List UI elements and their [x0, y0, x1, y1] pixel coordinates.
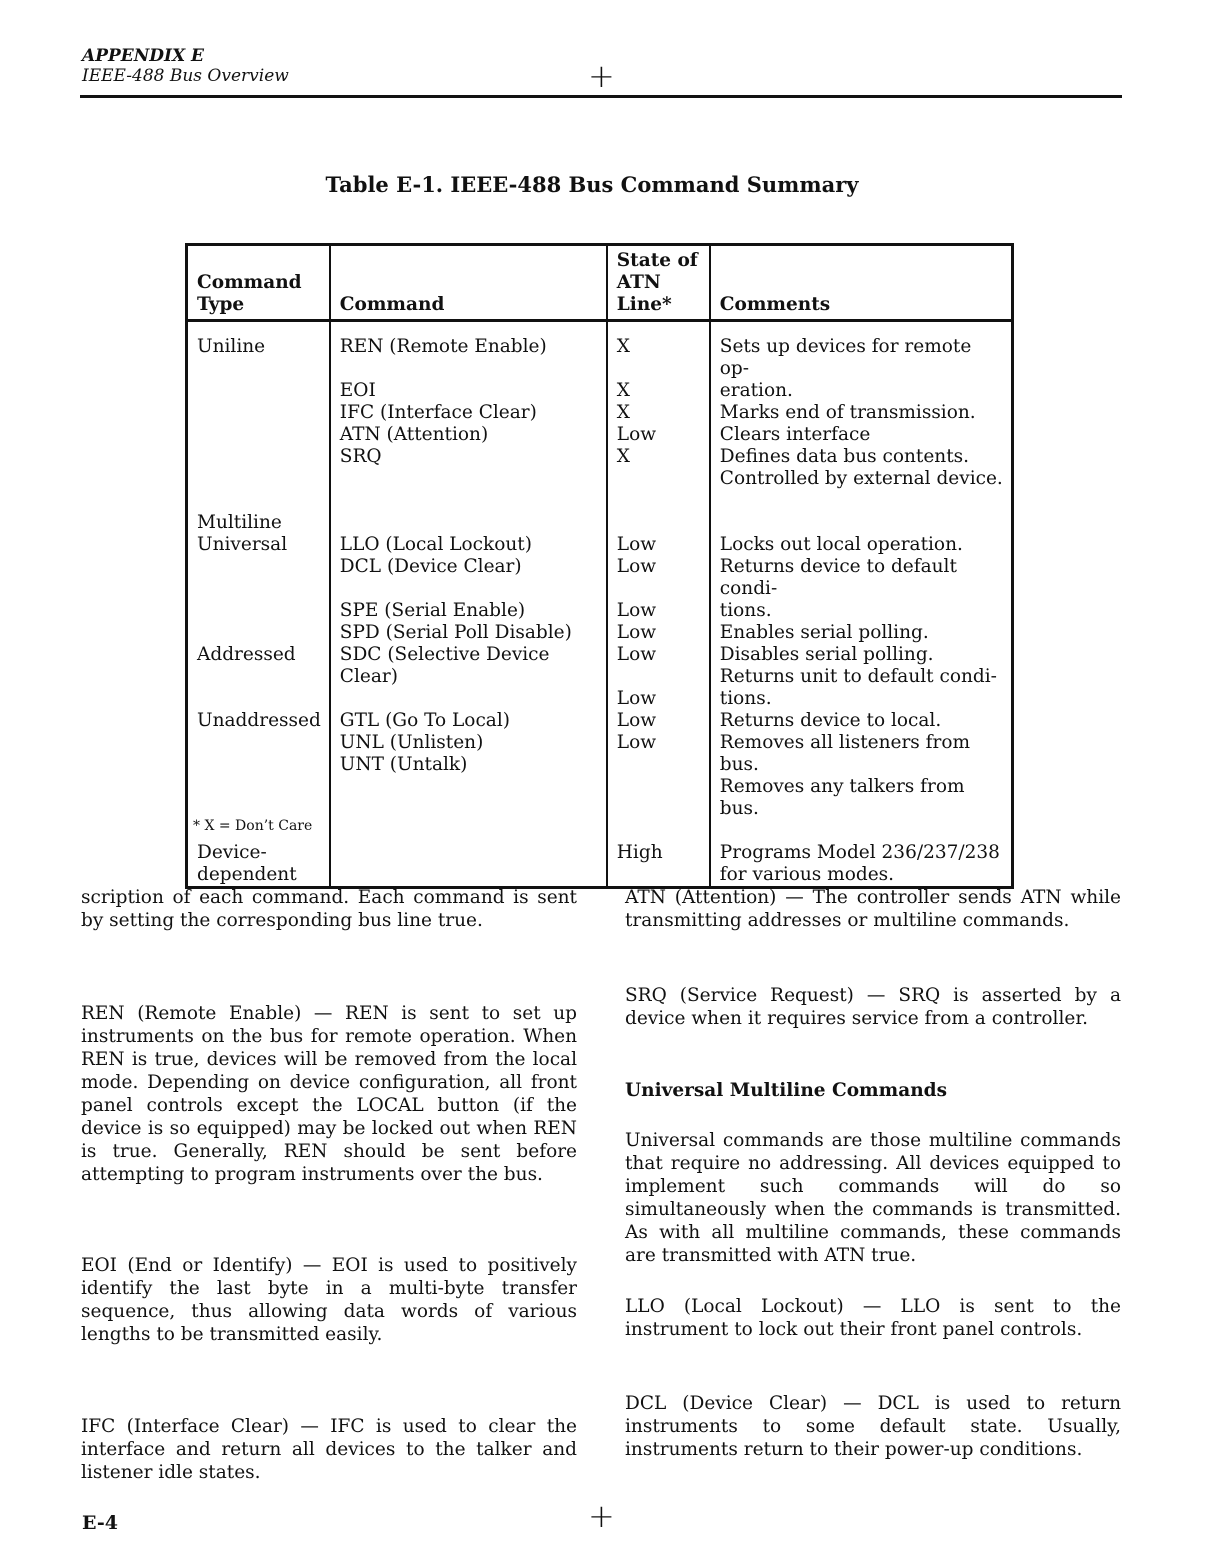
header-rule	[80, 95, 1122, 98]
command-summary-table	[185, 243, 1014, 889]
universal-paragraph: Universal commands are those multiline commands that require no addressing. All devices equipped to implement such commands will do so simultaneously when the commands is transmitted. As with all multiline commands, these commands are transmitted with ATN true.	[625, 1130, 1121, 1266]
table-footnote: * X = Don’t Care	[193, 818, 313, 834]
table-title: Table E-1. IEEE-488 Bus Command Summary	[325, 172, 859, 197]
cell-commands	[330, 820, 607, 888]
ren-paragraph: REN (Remote Enable) — REN is sent to set up instruments on the bus for remote operation. When REN is true, devices will be removed from the local mode. Depending on device configuration, all front panel controls except the LOCAL button (if the device is so equipped) may be locked out when REN is true. Generally, REN should be sent before attempting to program instruments over the bus.	[81, 1003, 577, 1185]
cell-type: Uniline	[197, 336, 266, 357]
table-row	[187, 321, 1013, 491]
header-command: Command	[330, 245, 607, 321]
cell-comments: Programs Model 236/237/238 for various modes.	[710, 820, 1013, 888]
cell-commands: REN (Remote Enable) EOI IFC (Interface Clear) ATN (Attention) SRQ	[330, 321, 607, 491]
ifc-paragraph: IFC (Interface Clear) — IFC is used to clear the interface and return all devices to the talker and listener idle states.	[81, 1416, 577, 1483]
eoi-paragraph: EOI (End or Identify) — EOI is used to positively identify the last byte in a multi-byte transfer sequence, thus allowing data words of various lengths to be transmitted easily.	[81, 1255, 577, 1345]
table-header-row	[187, 245, 1013, 321]
header-comments: Comments	[710, 245, 1013, 321]
table-row	[187, 490, 1013, 820]
atn-paragraph: ATN (Attention) — The controller sends ATN while transmitting addresses or multiline commands.	[625, 887, 1121, 931]
section-heading: Universal Multiline Commands	[625, 1080, 947, 1101]
cell-type: Device- dependent	[197, 842, 297, 885]
header-command-type: Command Type	[187, 245, 330, 321]
intro-paragraph: scription of each command. Each command is sent by setting the corresponding bus line true.	[81, 887, 577, 931]
registration-mark-icon: +	[588, 1497, 615, 1535]
cell-commands: LLO (Local Lockout) DCL (Device Clear) SPE (Serial Enable) SPD (Serial Poll Disable) SDC (Selective Device Clear) GTL (Go To Local) UNL (Unlisten) UNT (Untalk)	[330, 490, 607, 820]
cell-atn: Low Low Low Low Low Low Low Low	[607, 490, 710, 820]
page-number: E-4	[82, 1512, 118, 1534]
srq-paragraph: SRQ (Service Request) — SRQ is asserted by a device when it requires service from a controller.	[625, 985, 1121, 1029]
cell-atn: X X X Low X	[607, 321, 710, 491]
cell-comments: Locks out local operation. Returns device to default condi- tions. Enables serial polling. Disables serial polling. Returns unit to default condi- tions. Returns device to local. Removes all listeners from bus. Removes any talkers from bus.	[710, 490, 1013, 820]
registration-mark-icon: +	[588, 57, 615, 95]
dcl-paragraph: DCL (Device Clear) — DCL is used to return instruments to some default state. Usually, instruments return to their power-up conditions.	[625, 1393, 1121, 1460]
appendix-label: APPENDIX E	[82, 46, 205, 66]
cell-atn: High	[607, 820, 710, 888]
appendix-subtitle: IEEE-488 Bus Overview	[82, 66, 289, 86]
header-atn-state: State of ATN Line*	[607, 245, 710, 321]
cell-type: Multiline Universal Addressed Unaddressed	[197, 512, 321, 731]
cell-comments: Sets up devices for remote op- eration. Marks end of transmission. Clears interface Defines data bus contents. Controlled by external device.	[710, 321, 1013, 491]
llo-paragraph: LLO (Local Lockout) — LLO is sent to the instrument to lock out their front panel controls.	[625, 1296, 1121, 1340]
